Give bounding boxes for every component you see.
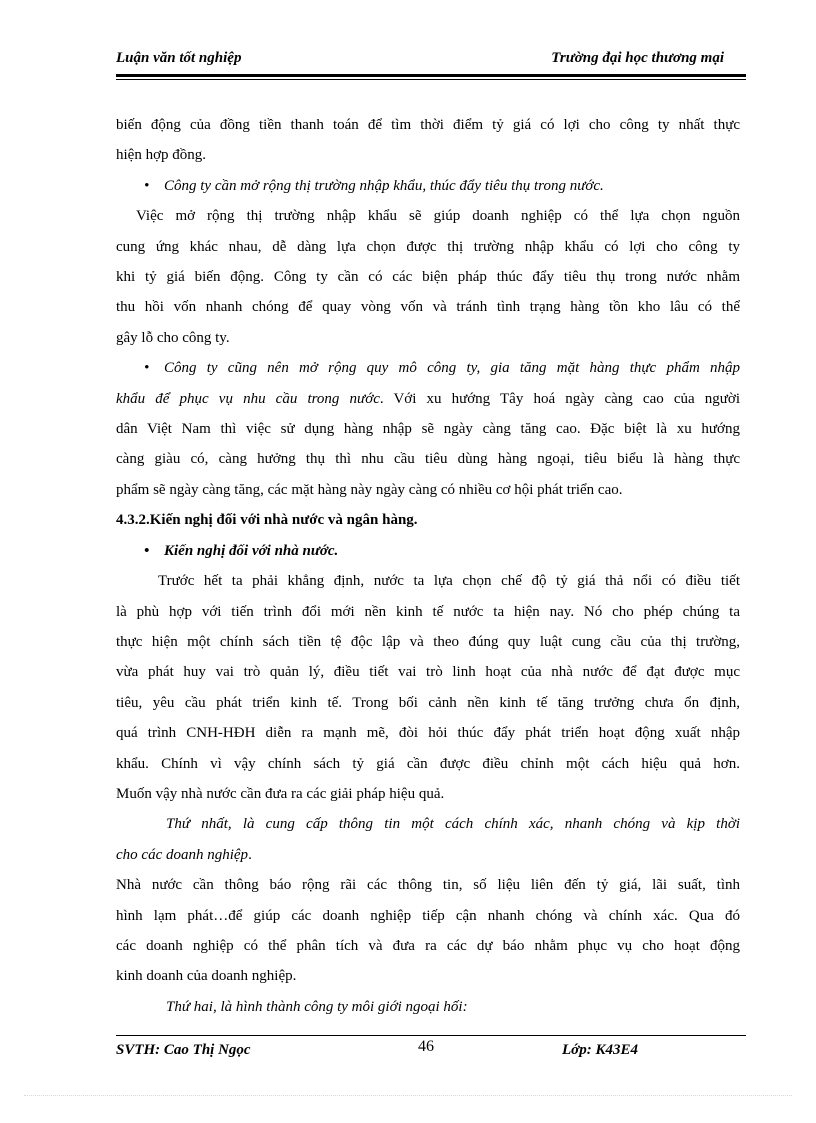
document-body bbox=[116, 110, 740, 1022]
text-line: khi tỷ giá biến động. Công ty cần có các biện pháp thúc đẩy tiêu thụ trong nước nhằm bbox=[116, 269, 740, 286]
text-line: cung ứng khác nhau, dễ dàng lựa chọn được thị trường nhập khẩu có lợi cho công ty bbox=[116, 238, 740, 255]
text-line: Việc mở rộng thị trường nhập khẩu sẽ giúp doanh nghiệp có thể lựa chọn nguồn bbox=[136, 208, 740, 225]
text-line: Muốn vậy nhà nước cần đưa ra các giải pháp hiệu quả. bbox=[116, 785, 445, 802]
text-line: Trước hết ta phải khẳng định, nước ta lựa chọn chế độ tỷ giá thả nổi có điều tiết bbox=[158, 573, 740, 590]
header-right-title: Trường đại học thương mại bbox=[551, 50, 724, 66]
text-line: tiêu, yêu cầu phát triển kinh tế. Trong bối cảnh nền kinh tế tăng trưởng chưa ổn định, bbox=[116, 694, 740, 711]
text-line: quá trình CNH-HĐH diễn ra mạnh mẽ, đòi hỏi thúc đẩy phát triển hoạt động xuất nhập bbox=[116, 725, 740, 742]
text-line: hình lạm phát…để giúp các doanh nghiệp tiếp cận nhanh chóng và chính xác. Qua đó bbox=[116, 907, 740, 924]
bullet-item bbox=[116, 353, 740, 383]
text-line: biến động của đồng tiền thanh toán để tìm thời điểm tỷ giá có lợi cho công ty nhất thực bbox=[116, 117, 740, 133]
text-line: Thứ hai, là hình thành công ty môi giới ngoại hối: bbox=[166, 998, 468, 1015]
header-rule-thin bbox=[116, 79, 746, 80]
bullet-text: Kiến nghị đối với nhà nước. bbox=[164, 542, 339, 559]
bullet-text: Công ty cần mở rộng thị trường nhập khẩu, thúc đẩy tiêu thụ trong nước. bbox=[164, 177, 604, 194]
text-line: càng giàu có, càng hưởng thụ thì nhu cầu tiêu dùng hàng ngoại, tiêu biểu là hàng thực bbox=[116, 451, 740, 468]
text-line: Nhà nước cần thông báo rộng rãi các thông tin, số liệu liên đến tỷ giá, lãi suất, tình bbox=[116, 877, 740, 894]
italic-phrase: cho các doanh nghiệp bbox=[116, 846, 249, 863]
page-footer bbox=[116, 1036, 746, 1060]
text-line: thực hiện một chính sách tiền tệ độc lập và theo đúng quy luật cung cầu của thị trường, bbox=[116, 633, 740, 650]
text-line bbox=[116, 384, 740, 414]
bullet-icon: • bbox=[144, 360, 150, 377]
text-line: gây lỗ cho công ty. bbox=[116, 329, 230, 346]
text-line: phẩm sẽ ngày càng tăng, các mặt hàng này ngày càng có nhiều cơ hội phát triển cao. bbox=[116, 481, 623, 498]
bullet-text: Công ty cũng nên mở rộng quy mô công ty, gia tăng mặt hàng thực phẩm nhập bbox=[164, 360, 740, 377]
text-line: Thứ nhất, là cung cấp thông tin một cách chính xác, nhanh chóng và kịp thời bbox=[166, 816, 740, 833]
bullet-icon: • bbox=[144, 177, 150, 194]
bullet-icon: • bbox=[144, 542, 150, 559]
text-line: là phù hợp với tiến trình đổi mới nền kinh tế nước ta hiện nay. Nó cho phép chúng ta bbox=[116, 603, 740, 620]
page-number: 46 bbox=[418, 1038, 434, 1055]
text-run: . bbox=[248, 846, 252, 863]
footer-author: SVTH: Cao Thị Ngọc bbox=[116, 1042, 251, 1058]
text-line: hiện hợp đồng. bbox=[116, 147, 207, 164]
text-line: vừa phát huy vai trò quản lý, điều tiết vai trò linh hoạt của nhà nước để đạt được mục bbox=[116, 664, 740, 681]
text-line: kinh doanh của doanh nghiệp. bbox=[116, 968, 297, 985]
header-rule-thick bbox=[116, 74, 746, 77]
page-header bbox=[116, 50, 740, 74]
bullet-item bbox=[116, 171, 740, 201]
page-edge-divider bbox=[24, 1095, 792, 1096]
bullet-item bbox=[116, 536, 740, 566]
header-left-title: Luận văn tốt nghiệp bbox=[116, 50, 242, 66]
text-run: . Với xu hướng Tây hoá ngày càng cao của người bbox=[379, 390, 741, 407]
text-line bbox=[116, 840, 740, 870]
footer-class: Lớp: K43E4 bbox=[562, 1042, 638, 1058]
italic-phrase: khẩu để phục vụ nhu cầu trong nước bbox=[116, 390, 380, 407]
section-heading: 4.3.2.Kiến nghị đối với nhà nước và ngân hàng. bbox=[116, 512, 418, 529]
text-line: các doanh nghiệp có thể phân tích và đưa ra các dự báo nhằm phục vụ cho hoạt động bbox=[116, 937, 740, 954]
text-line: khẩu. Chính vì vậy chính sách tỷ giá cần được điều chỉnh một cách hiệu quả hơn. bbox=[116, 755, 740, 772]
text-line: dân Việt Nam thì việc sử dụng hàng nhập sẽ ngày càng tăng cao. Đặc biệt là xu hướng bbox=[116, 421, 740, 438]
text-line: thu hồi vốn nhanh chóng để quay vòng vốn và tránh tình trạng hàng tồn kho lâu có thể bbox=[116, 299, 740, 316]
